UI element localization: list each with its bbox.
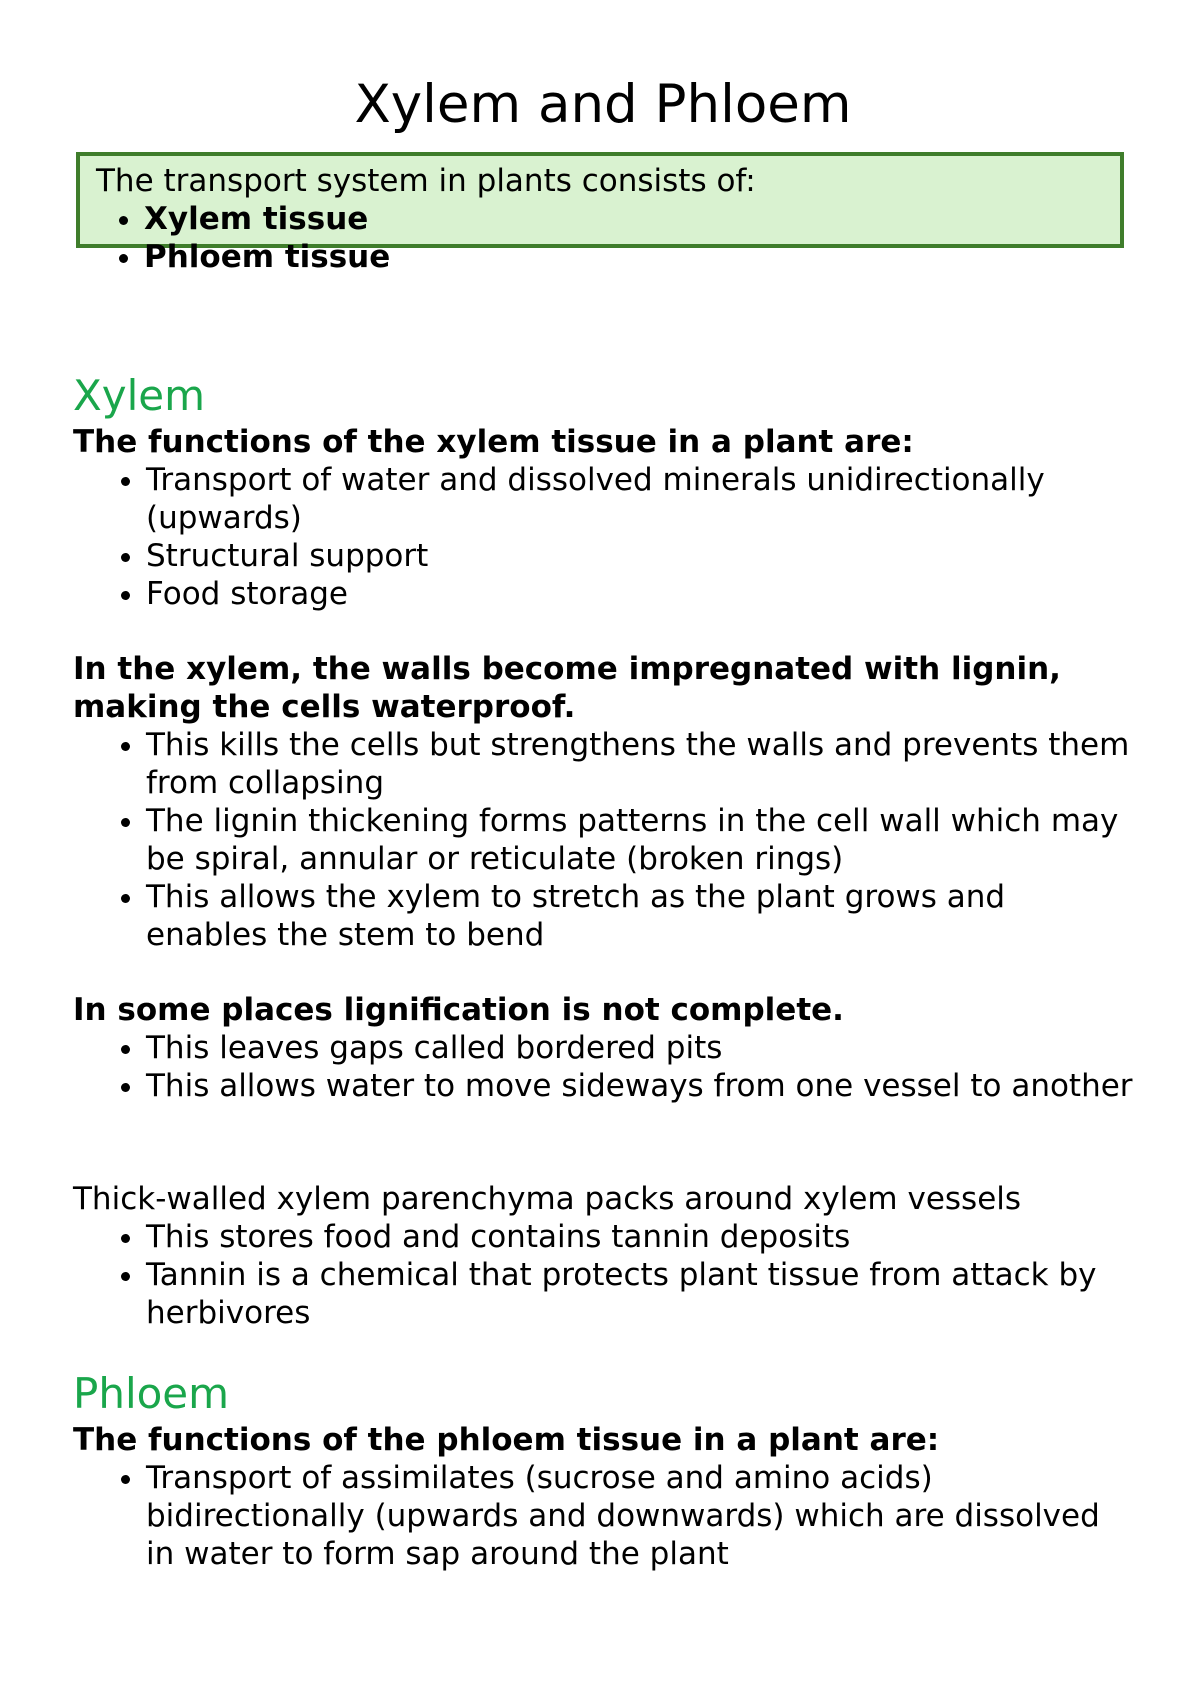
list-item: • This leaves gaps called bordered pits — [146, 1029, 1133, 1067]
list-item: • Food storage — [146, 575, 1133, 613]
list-item: • This stores food and contains tannin deposits — [146, 1218, 1133, 1256]
list-item: • Tannin is a chemical that protects plant tissue from attack by herbivores — [146, 1256, 1133, 1332]
parenchyma-block — [73, 1180, 1133, 1332]
summary-list — [96, 200, 1106, 276]
xylem-functions-block — [73, 423, 1133, 613]
xylem-functions-heading: The functions of the xylem tissue in a plant are: — [73, 424, 914, 460]
list-item: • This kills the cells but strengthens the walls and prevents them from collapsing — [146, 726, 1133, 802]
summary-item-phloem: • Phloem tissue — [144, 238, 1106, 276]
lignin-list — [73, 726, 1133, 954]
lignin-block — [73, 650, 1133, 954]
pits-list — [73, 1029, 1133, 1105]
phloem-functions-block — [73, 1421, 1133, 1573]
phloem-heading: Phloem — [73, 1369, 230, 1418]
pits-block — [73, 991, 1133, 1105]
list-item: • Structural support — [146, 537, 1133, 575]
summary-box — [76, 152, 1124, 275]
phloem-functions-heading: The functions of the phloem tissue in a plant are: — [73, 1422, 940, 1458]
list-item: • Transport of assimilates (sucrose and amino acids) bidirectionally (upwards and downwards) which are dissolved in water to form sap around the plant — [146, 1459, 1133, 1573]
parenchyma-list — [73, 1218, 1133, 1332]
page-title: Xylem and Phloem — [354, 74, 852, 135]
xylem-functions-list — [73, 461, 1133, 613]
list-item: • The lignin thickening forms patterns in the cell wall which may be spiral, annular or reticulate (broken rings) — [146, 802, 1133, 878]
list-item: • This allows the xylem to stretch as the plant grows and enables the stem to bend — [146, 878, 1133, 954]
xylem-heading: Xylem — [73, 371, 206, 420]
phloem-functions-list — [73, 1459, 1133, 1573]
lignin-heading: In the xylem, the walls become impregnated with lignin, making the cells waterproof. — [73, 651, 1061, 725]
list-item: • This allows water to move sideways from one vessel to another — [146, 1067, 1133, 1105]
summary-item-xylem: • Xylem tissue — [144, 200, 1106, 238]
list-item: • Transport of water and dissolved minerals unidirectionally (upwards) — [146, 461, 1133, 537]
pits-heading: In some places lignification is not complete. — [73, 992, 844, 1028]
summary-intro: The transport system in plants consists of: — [96, 163, 756, 199]
parenchyma-heading: Thick-walled xylem parenchyma packs around xylem vessels — [73, 1181, 1022, 1217]
